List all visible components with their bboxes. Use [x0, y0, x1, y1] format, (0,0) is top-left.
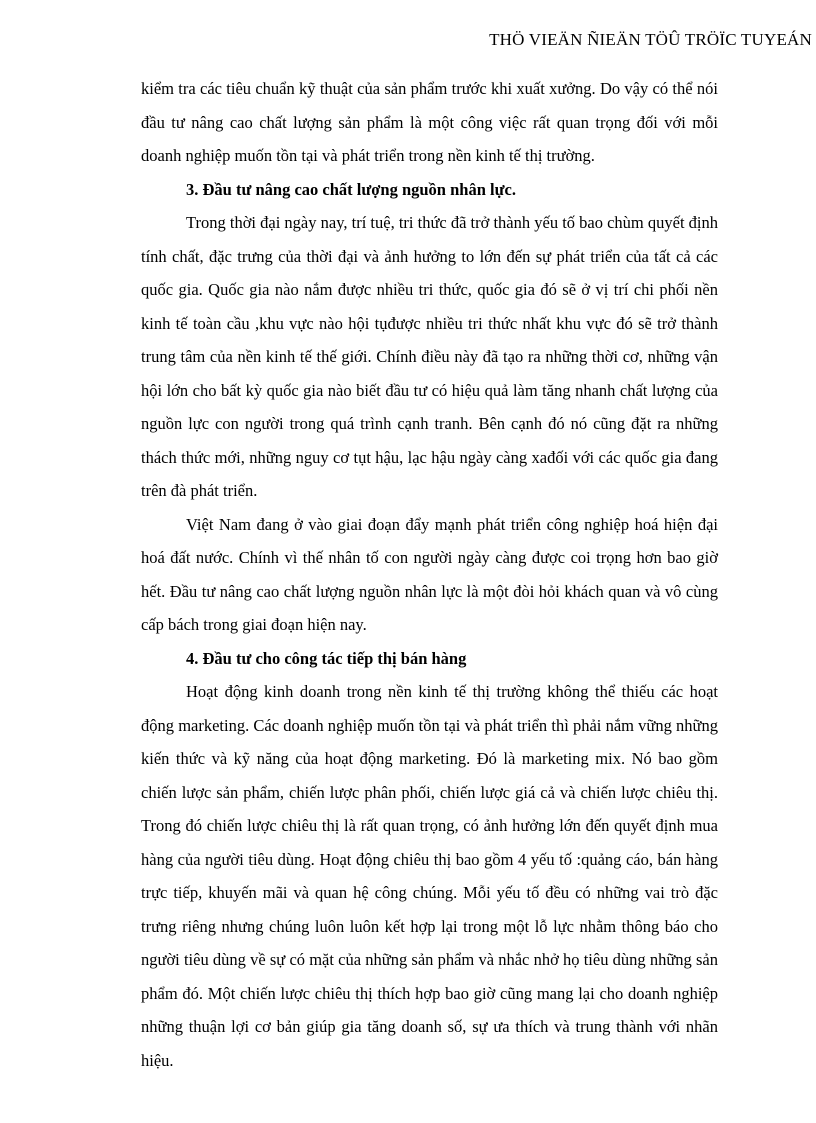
page-header: THÖ VIEÄN ÑIEÄN TÖÛ TRÖÏC TUYEÁN — [489, 30, 812, 49]
document-body — [141, 72, 718, 1077]
paragraph-continuation: kiểm tra các tiêu chuẩn kỹ thuật của sản phẩm trước khi xuất xưởng. Do vậy có thể nói đầu tư nâng cao chất lượng sản phẩm là một công việc rất quan trọng đối với mỗi doanh nghiệp muốn tồn tại và phát triển trong nền kinh tế thị trường. — [141, 79, 718, 165]
section-heading-3: 3. Đầu tư nâng cao chất lượng nguồn nhân lực. — [186, 179, 516, 199]
paragraph-marketing: Hoạt động kinh doanh trong nền kinh tế thị trường không thể thiếu các hoạt động marketing. Các doanh nghiệp muốn tồn tại và phát triển thì phải nắm vững những kiến thức và kỹ năng của hoạt động marketing. Đó là marketing mix. Nó bao gồm chiến lược sản phẩm, chiến lược phân phối, chiến lược giá cả và chiến lược chiêu thị. Trong đó chiến lược chiêu thị là rất quan trọng, có ảnh hưởng lớn đến quyết định mua hàng của người tiêu dùng. Hoạt động chiêu thị bao gồm 4 yếu tố :quảng cáo, bán hàng trực tiếp, khuyến mãi và quan hệ công chúng. Mỗi yếu tố đều có những vai trò đặc trưng riêng nhưng chúng luôn luôn kết hợp lại trong một lỗ lực nhằm thông báo cho người tiêu dùng về sự có mặt của những sản phẩm và nhắc nhở họ tiêu dùng những sản phẩm đó. Một chiến lược chiêu thị thích hợp bao giờ cũng mang lại cho doanh nghiệp những thuận lợi cơ bản giúp gia tăng doanh số, sự ưa thích và trung thành với nhãn hiệu. — [141, 682, 718, 1070]
paragraph-knowledge: Trong thời đại ngày nay, trí tuệ, tri thức đã trở thành yếu tố bao chùm quyết định tính chất, đặc trưng của thời đại và ảnh hưởng to lớn đến sự phát triển của tất cả các quốc gia. Quốc gia nào nắm được nhiều tri thức, quốc gia đó sẽ ở vị trí chi phối nền kinh tế toàn cầu ,khu vực nào hội tụđược nhiều tri thức nhất khu vực đó sẽ trở thành trung tâm của nền kinh tế thế giới. Chính điều này đã tạo ra những thời cơ, những vận hội lớn cho bất kỳ quốc gia nào biết đầu tư có hiệu quả làm tăng nhanh chất lượng của nguồn lực con người trong quá trình cạnh tranh. Bên cạnh đó nó cũng đặt ra những thách thức mới, những nguy cơ tụt hậu, lạc hậu ngày càng xađối với các quốc gia đang trên đà phát triển. — [141, 213, 718, 500]
section-heading-4: 4. Đầu tư cho công tác tiếp thị bán hàng — [186, 648, 467, 668]
paragraph-vietnam: Việt Nam đang ở vào giai đoạn đẩy mạnh phát triển công nghiệp hoá hiện đại hoá đất nước. Chính vì thế nhân tố con người ngày càng được coi trọng hơn bao giờ hết. Đầu tư nâng cao chất lượng nguồn nhân lực là một đòi hỏi khách quan và vô cùng cấp bách trong giai đoạn hiện nay. — [141, 514, 718, 634]
